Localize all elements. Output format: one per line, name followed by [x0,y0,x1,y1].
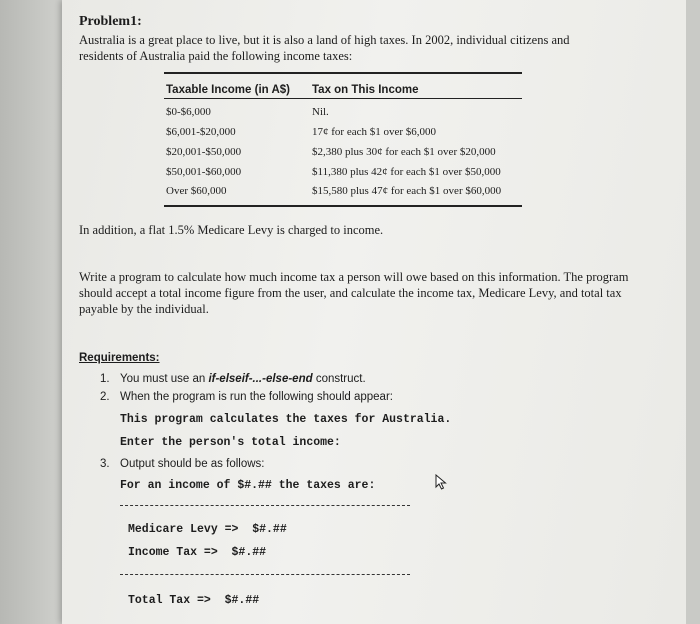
req-construct-emphasis: if-elseif-...-else-end [208,373,313,385]
intro-paragraph: Australia is a great place to live, but it is also a land of high taxes. In 2002, individual citizens and residents of Australia paid the following income taxes: [79,33,570,63]
table-header-tax: Tax on This Income [312,84,419,96]
table-cell-income: $50,001-$60,000 [166,166,242,178]
problem-title: Problem1: [79,14,142,29]
req-item-run: When the program is run the following should appear: [120,391,393,403]
table-bottom-rule [164,205,522,207]
table-top-rule [164,72,522,74]
req-number: 3. [100,458,110,470]
table-cell-income: Over $60,000 [166,185,227,197]
output-medicare-line: Medicare Levy => $#.## [128,523,287,536]
medicare-note: In addition, a flat 1.5% Medicare Levy is charged to income. [79,223,384,237]
mouse-pointer-icon [434,474,448,490]
req-number: 2. [100,391,110,403]
table-cell-tax: $2,380 plus 30¢ for each $1 over $20,000 [312,146,496,158]
background-left-edge [0,0,62,624]
program-prompt-line: Enter the person's total income: [120,436,341,449]
table-cell-tax: $11,380 plus 42¢ for each $1 over $50,000 [312,166,501,178]
background-right-edge [686,0,700,624]
table-header-income: Taxable Income (in A$) [166,84,290,96]
output-income-line: For an income of $#.## the taxes are: [120,479,376,492]
req-text: You must use an [120,373,209,385]
task-paragraph: Write a program to calculate how much income tax a person will owe based on this information. The program should accept a total income figure from the user, and calculate the income tax, Medicare Levy, and total tax payable by the individual. [79,270,629,316]
req-item-construct [120,373,366,385]
requirements-heading: Requirements: [79,352,160,364]
table-cell-tax: $15,580 plus 47¢ for each $1 over $60,000 [312,185,502,197]
output-income-tax-line: Income Tax => $#.## [128,546,267,559]
table-cell-income: $0-$6,000 [166,106,211,118]
req-text: construct. [312,373,366,385]
output-total-line: Total Tax => $#.## [128,594,260,607]
req-number: 1. [100,373,110,385]
table-cell-income: $20,001-$50,000 [166,146,242,158]
table-cell-income: $6,001-$20,000 [166,126,236,138]
dashed-separator [120,574,410,575]
table-cell-tax: 17¢ for each $1 over $6,000 [312,126,437,138]
dashed-separator [120,505,410,506]
program-output-line: This program calculates the taxes for Australia. [120,413,452,426]
table-header-rule [164,98,522,99]
table-cell-tax: Nil. [312,106,329,118]
req-item-output: Output should be as follows: [120,458,265,470]
